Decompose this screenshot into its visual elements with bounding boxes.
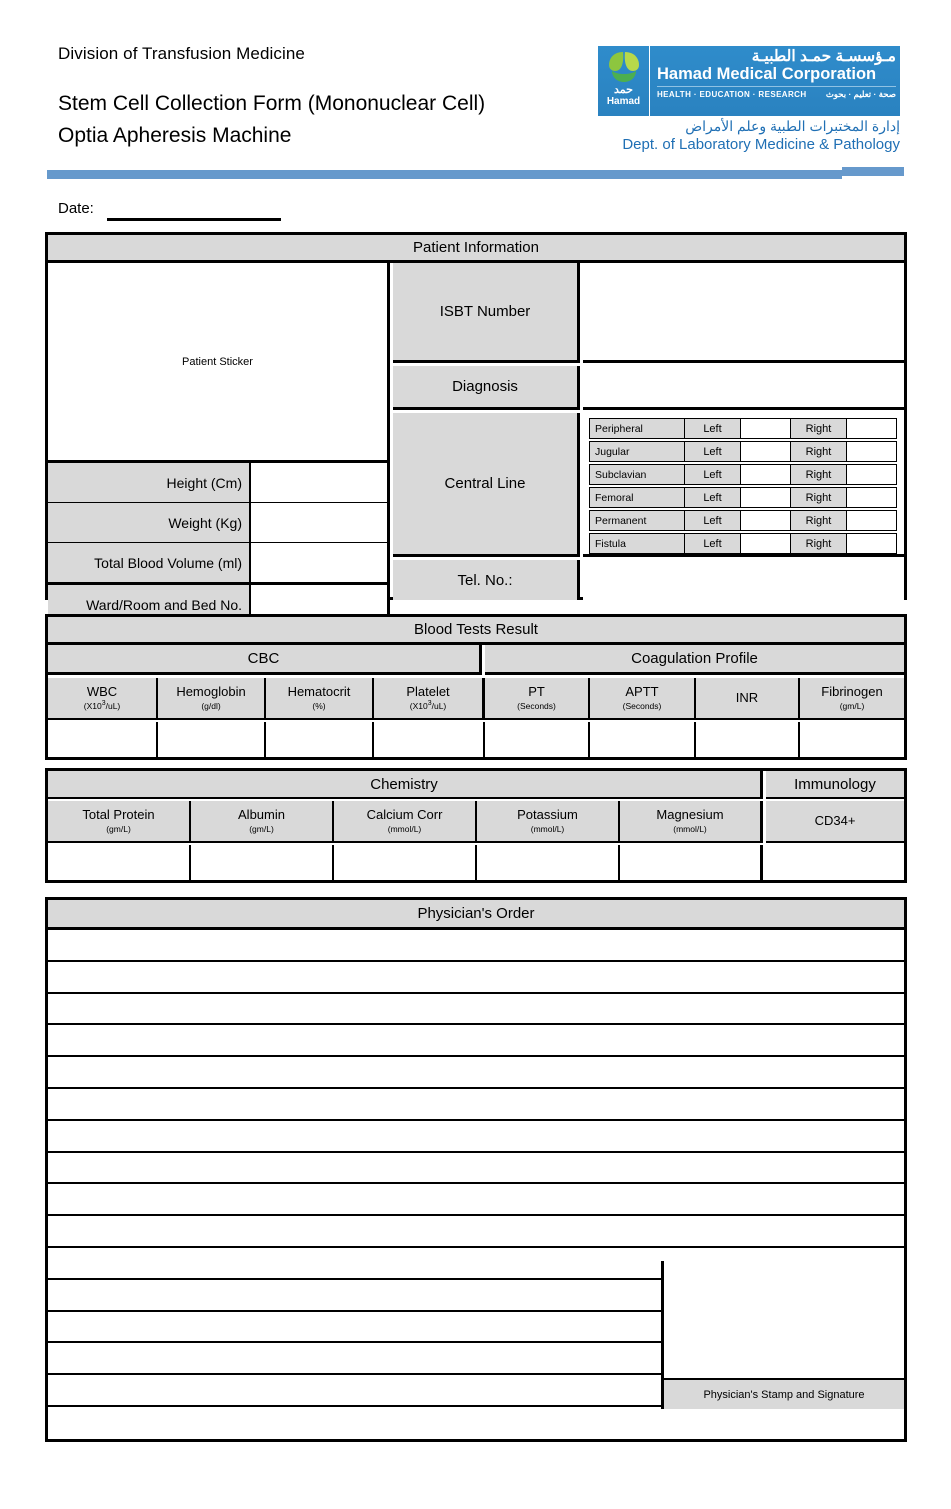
physician-order-title: Physician's Order: [48, 900, 904, 930]
total-blood-volume-input[interactable]: [251, 543, 390, 585]
hmc-mark-english: Hamad: [606, 96, 641, 107]
blood-test-value-input[interactable]: [800, 722, 904, 757]
central-line-right-label: Right: [791, 533, 847, 554]
central-line-site-label: Fistula: [589, 533, 685, 554]
header-accent-rule-left: [47, 170, 842, 179]
central-line-right-label: Right: [791, 441, 847, 462]
central-line-left-label: Left: [685, 487, 741, 508]
blood-test-column-header: [590, 678, 696, 720]
physician-order-line[interactable]: [48, 1184, 904, 1216]
blood-test-column-name: INR: [735, 689, 759, 705]
central-line-left-label: Left: [685, 418, 741, 439]
central-line-right-checkbox[interactable]: [847, 533, 897, 554]
central-line-site-label: Permanent: [589, 510, 685, 531]
header-accent-rule-right: [842, 167, 904, 176]
blood-test-column-unit: $(X10^3/uL)$: [409, 700, 447, 711]
department-english: Dept. of Laboratory Medicine & Pathology: [622, 135, 900, 153]
blood-test-value-input[interactable]: [48, 722, 158, 757]
central-line-left-checkbox[interactable]: [741, 418, 791, 439]
central-line-left-checkbox[interactable]: [741, 487, 791, 508]
blood-test-column-header: [266, 678, 374, 720]
central-line-site-label: Jugular: [589, 441, 685, 462]
blood-test-column-name: Platelet: [406, 683, 450, 699]
blood-test-column-name: PT: [528, 684, 545, 700]
immunology-group-header: Immunology: [766, 771, 904, 799]
blood-test-value-input[interactable]: [374, 722, 485, 757]
central-line-site-label: Femoral: [589, 487, 685, 508]
blood-test-column-name: Hemoglobin: [176, 684, 246, 700]
central-line-right-checkbox[interactable]: [847, 464, 897, 485]
telephone-input[interactable]: [583, 560, 904, 600]
central-line-label: Central Line: [393, 413, 580, 557]
physician-order-line[interactable]: [48, 1216, 904, 1248]
central-line-right-checkbox[interactable]: [847, 418, 897, 439]
central-line-row: [589, 487, 898, 508]
blood-test-column-header: [800, 678, 904, 720]
physician-order-line[interactable]: [48, 930, 904, 962]
chemistry-value-input[interactable]: [477, 845, 620, 880]
central-line-left-checkbox[interactable]: [741, 510, 791, 531]
chemistry-column-name: CD34+: [814, 812, 856, 828]
central-line-left-label: Left: [685, 464, 741, 485]
department-arabic: إدارة المختبرات الطبية وعلم الأمراض: [685, 118, 900, 134]
blood-test-column-header: [696, 678, 800, 720]
hmc-tagline: [657, 86, 896, 100]
form-title-line2: Optia Apheresis Machine: [58, 123, 292, 147]
blood-test-column-header: [485, 678, 590, 720]
chemistry-column-header: [191, 801, 334, 843]
chemistry-value-input[interactable]: [191, 845, 334, 880]
central-line-row: [589, 418, 898, 439]
central-line-right-checkbox[interactable]: [847, 487, 897, 508]
central-line-left-label: Left: [685, 510, 741, 531]
hmc-tagline-arabic: صحة · تعليم · بحوث: [825, 88, 896, 99]
diagnosis-input[interactable]: [583, 366, 904, 410]
central-line-site-label: Peripheral: [589, 418, 685, 439]
hmc-mark-arabic: حمد: [614, 84, 633, 96]
physician-order-line[interactable]: [48, 1121, 904, 1153]
chemistry-column-header: [477, 801, 620, 843]
physician-order-line[interactable]: [48, 962, 904, 994]
chemistry-value-input[interactable]: [334, 845, 477, 880]
ward-room-bed-label: Ward/Room and Bed No.: [48, 585, 251, 625]
chemistry-column-name: Total Protein: [82, 807, 155, 823]
chemistry-column-unit: (mmol/L): [530, 823, 565, 834]
central-line-right-checkbox[interactable]: [847, 441, 897, 462]
central-line-grid: [583, 413, 904, 557]
blood-test-column-name: WBC: [86, 683, 118, 699]
central-line-left-checkbox[interactable]: [741, 533, 791, 554]
chemistry-column-name: Potassium: [517, 807, 578, 823]
chemistry-column-unit: (gm/L): [249, 823, 274, 834]
chemistry-value-input[interactable]: [766, 845, 904, 880]
chemistry-group-header: Chemistry: [48, 771, 763, 799]
central-line-site-label: Subclavian: [589, 464, 685, 485]
blood-test-column-unit: $(X10^3/uL)$: [83, 700, 121, 711]
central-line-right-label: Right: [791, 510, 847, 531]
patient-information-table: [45, 232, 907, 613]
blood-test-value-input[interactable]: [266, 722, 374, 757]
chemistry-column-name: Albumin: [238, 807, 285, 823]
chemistry-column-header: [334, 801, 477, 843]
central-line-right-label: Right: [791, 464, 847, 485]
hmc-org-arabic: مـؤسسـة حمـد الطبيـة: [751, 48, 896, 65]
chemistry-column-name: Calcium Corr: [366, 807, 443, 823]
hmc-logo-mark: [598, 46, 650, 116]
form-title-line1: Stem Cell Collection Form (Mononuclear Cell): [58, 92, 486, 115]
blood-test-column-name: Hematocrit: [287, 684, 351, 700]
blood-tests-title: Blood Tests Result: [48, 617, 904, 645]
patient-sticker-area[interactable]: [48, 263, 390, 463]
date-label: Date:: [58, 200, 94, 217]
chemistry-value-input[interactable]: [48, 845, 191, 880]
height-label: Height (Cm): [48, 463, 251, 503]
blood-test-value-input[interactable]: [158, 722, 266, 757]
chemistry-column-header: [620, 801, 763, 843]
central-line-right-label: Right: [791, 418, 847, 439]
blood-test-column-name: Fibrinogen: [821, 684, 883, 700]
physician-order-line[interactable]: [48, 1057, 904, 1089]
isbt-number-input[interactable]: [583, 263, 904, 363]
blood-test-column-header: [48, 678, 158, 720]
hmc-org-english: Hamad Medical Corporation: [657, 64, 877, 83]
central-line-right-checkbox[interactable]: [847, 510, 897, 531]
blood-test-value-input[interactable]: [485, 722, 590, 757]
central-line-right-label: Right: [791, 487, 847, 508]
hmc-logo-banner: [598, 46, 900, 116]
total-blood-volume-label: Total Blood Volume (ml): [48, 543, 251, 585]
central-line-left-label: Left: [685, 441, 741, 462]
blood-test-column-header: [158, 678, 266, 720]
patient-information-title: Patient Information: [48, 235, 904, 263]
weight-input[interactable]: [251, 503, 390, 543]
hmc-logo-block: [598, 46, 900, 154]
blood-tests-table: [45, 614, 907, 760]
chemistry-column-header: [766, 801, 904, 843]
chemistry-column-unit: (gm/L): [106, 823, 131, 834]
blood-test-column-unit: (gm/L): [839, 700, 865, 711]
hmc-logo-text: [650, 46, 900, 116]
physician-stamp-label: Physician's Stamp and Signature: [661, 1378, 904, 1409]
telephone-label: Tel. No.:: [393, 560, 580, 600]
chemistry-table: [45, 768, 907, 883]
height-input[interactable]: [251, 463, 390, 503]
date-input[interactable]: [107, 218, 281, 221]
central-line-row: [589, 441, 898, 462]
cbc-group-header: CBC: [48, 645, 482, 675]
chemistry-column-name: Magnesium: [656, 807, 724, 823]
blood-test-value-input[interactable]: [696, 722, 800, 757]
blood-test-value-input[interactable]: [590, 722, 696, 757]
leaf-icon: [606, 50, 642, 84]
diagnosis-label: Diagnosis: [393, 366, 580, 410]
isbt-number-label: ISBT Number: [393, 263, 580, 363]
physician-order-line[interactable]: [48, 1089, 904, 1121]
physician-order-line[interactable]: [48, 994, 904, 1026]
weight-label: Weight (Kg): [48, 503, 251, 543]
blood-test-column-unit: (Seconds): [517, 700, 556, 711]
coagulation-group-header: Coagulation Profile: [485, 645, 904, 675]
chemistry-column-header: [48, 801, 191, 843]
central-line-row: [589, 464, 898, 485]
physician-order-line[interactable]: [48, 1025, 904, 1057]
physician-order-line[interactable]: [48, 1407, 904, 1439]
central-line-left-checkbox[interactable]: [741, 464, 791, 485]
chemistry-value-input[interactable]: [620, 845, 763, 880]
blood-test-column-unit: (Seconds): [622, 700, 662, 711]
blood-test-column-header: [374, 678, 485, 720]
patient-sticker-label: Patient Sticker: [182, 355, 253, 368]
chemistry-column-unit: (mmol/L): [673, 823, 707, 834]
blood-test-column-name: APTT: [625, 684, 659, 700]
chemistry-column-unit: (mmol/L): [387, 823, 422, 834]
blood-test-column-unit: (g/dl): [201, 700, 221, 711]
physician-order-table: [45, 897, 907, 1442]
central-line-left-label: Left: [685, 533, 741, 554]
central-line-left-checkbox[interactable]: [741, 441, 791, 462]
blood-test-column-unit: (%): [312, 700, 326, 711]
division-name: Division of Transfusion Medicine: [58, 44, 305, 63]
central-line-row: [589, 533, 898, 554]
hmc-tagline-english: HEALTH · EDUCATION · RESEARCH: [657, 89, 807, 99]
central-line-row: [589, 510, 898, 531]
physician-order-line[interactable]: [48, 1153, 904, 1185]
